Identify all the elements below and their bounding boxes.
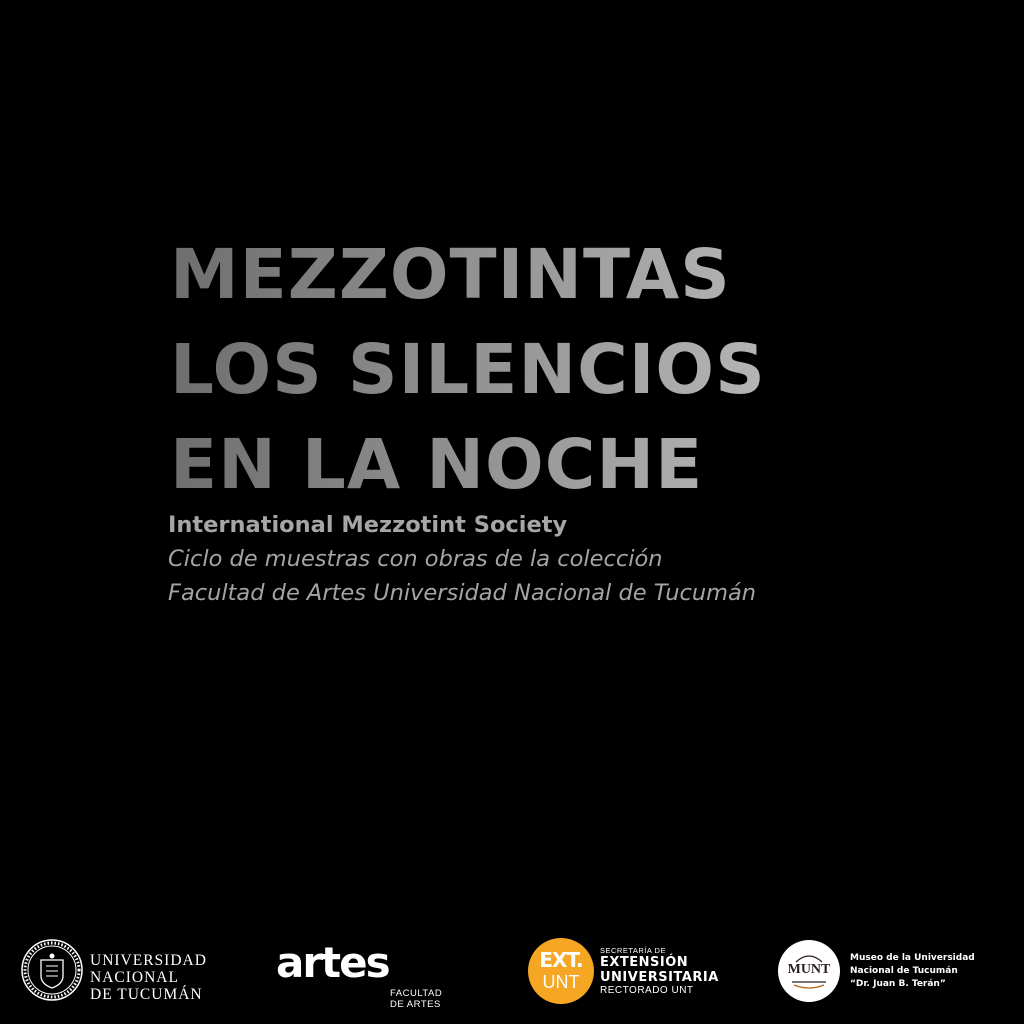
university-seal-icon [20,938,84,1002]
ext-badge [528,938,594,1004]
artes-sub-2: DE ARTES [390,999,441,1010]
munt-name [850,952,975,991]
artes-wordmark: artes [276,938,389,987]
munt-line-2: Nacional de Tucumán [850,966,958,976]
artes-logo [276,938,456,1024]
ext-small: SECRETARÍA DE [600,946,666,955]
logo-bar [0,930,1024,1024]
munt-wordmark: MUNT [787,962,831,977]
unt-line-1: UNIVERSIDAD [90,952,207,969]
subtitle-line-2: Ciclo de muestras con obras de la colección [168,546,663,572]
ext-rectorado: RECTORADO UNT [600,985,694,996]
ext-name [600,946,719,997]
extension-logo [528,938,728,1008]
ext-big-1: EXTENSIÓN [600,955,689,970]
unt-line-3: DE TUCUMÁN [90,986,203,1003]
organization-name: International Mezzotint Society [168,512,568,538]
artes-sub-1: FACULTAD [390,988,443,999]
ext-big-2: UNIVERSITARIA [600,970,719,985]
subtitle-block [168,508,756,610]
munt-line-1: Museo de la Universidad [850,953,975,963]
title-block [170,228,766,513]
title-line-3: EN LA NOCHE [170,418,766,513]
title-line-2: LOS SILENCIOS [170,323,766,418]
ext-badge-text-2: UNT [542,972,580,992]
munt-badge [778,940,840,1002]
subtitle-line-3: Facultad de Artes Universidad Nacional de Tucumán [168,580,757,606]
unt-line-2: NACIONAL [90,969,179,986]
title-line-1: MEZZOTINTAS [170,228,766,323]
munt-logo [778,940,1008,1010]
munt-line-3: “Dr. Juan B. Terán” [850,979,946,989]
artes-subtitle [390,988,442,1010]
unt-logo [20,938,205,1008]
unt-name [90,952,207,1003]
ext-badge-text-1: EXT. [539,948,583,972]
